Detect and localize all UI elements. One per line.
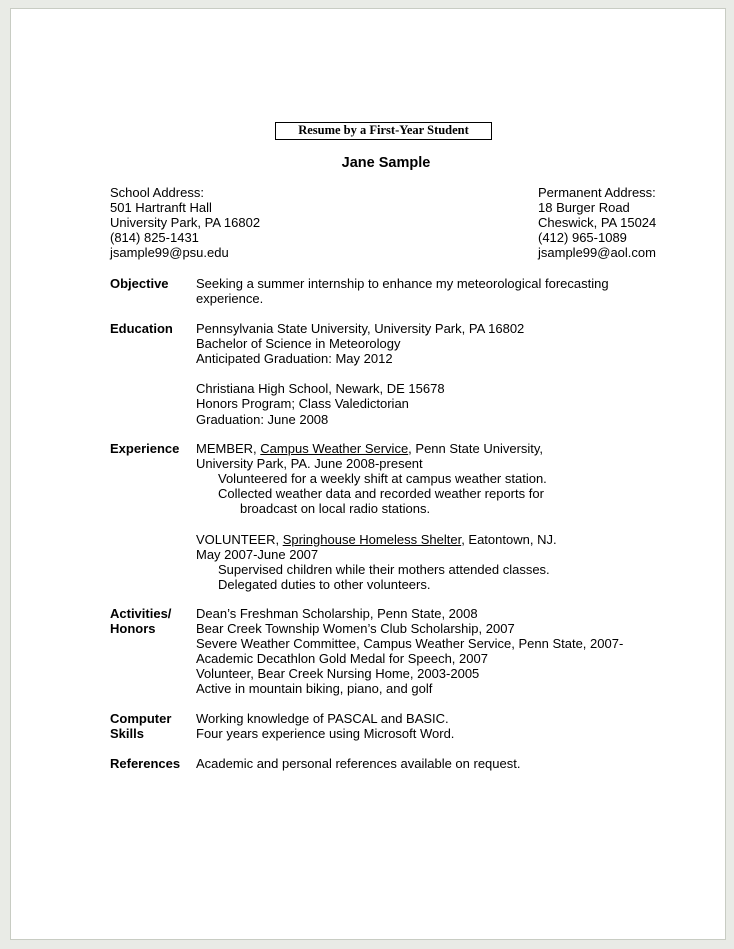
education-line: Pennsylvania State University, University Park, PA 16802 xyxy=(196,321,525,336)
job2-duty: Delegated duties to other volunteers. xyxy=(218,576,431,592)
spacer xyxy=(196,516,696,531)
references-heading: References xyxy=(110,756,181,771)
candidate-name: Jane Sample xyxy=(341,155,431,171)
permanent-phone: (412) 965-1089 xyxy=(538,230,627,246)
job2-org: Springhouse Homeless Shelter xyxy=(282,531,462,547)
permanent-address-line2: Cheswick, PA 15024 xyxy=(538,215,657,231)
skill-item: Working knowledge of PASCAL and BASIC. xyxy=(196,711,449,726)
permanent-email: jsample99@aol.com xyxy=(538,245,656,261)
activity-item: Active in mountain biking, piano, and golf xyxy=(196,681,433,697)
job1-duty: Collected weather data and recorded weather reports for xyxy=(218,486,544,502)
experience-body xyxy=(196,441,696,592)
activities-heading-line1: Activities/ xyxy=(110,606,172,621)
school-phone: (814) 825-1431 xyxy=(110,230,199,246)
computer-skills-heading-line2: Skills xyxy=(110,726,144,742)
job1-duty: Volunteered for a weekly shift at campus weather station. xyxy=(218,471,547,487)
references-text: Academic and personal references available on request. xyxy=(196,756,521,771)
objective-body xyxy=(196,276,696,306)
activity-item: Volunteer, Bear Creek Nursing Home, 2003-2005 xyxy=(196,666,480,682)
job2-title-line xyxy=(196,532,696,547)
skill-item: Four years experience using Microsoft Word. xyxy=(196,726,455,742)
permanent-address xyxy=(538,185,656,260)
education-heading: Education xyxy=(110,321,173,336)
computer-skills-body xyxy=(196,711,696,741)
resume-document xyxy=(11,9,727,941)
education-line: Graduation: June 2008 xyxy=(196,411,329,427)
job1-duty: broadcast on local radio stations. xyxy=(240,501,431,517)
job1-org: Campus Weather Service xyxy=(260,441,409,456)
objective-line: experience. xyxy=(196,291,264,307)
computer-skills-heading xyxy=(110,711,196,741)
job1-location-line: University Park, PA. June 2008-present xyxy=(196,456,423,472)
activity-item: Academic Decathlon Gold Medal for Speech, 2007 xyxy=(196,651,488,667)
activities-body xyxy=(196,606,696,697)
activities-heading xyxy=(110,606,196,636)
permanent-address-line1: 18 Burger Road xyxy=(538,200,630,216)
permanent-address-label: Permanent Address: xyxy=(538,185,656,200)
education-line: Bachelor of Science in Meteorology xyxy=(196,336,401,352)
education-line: Anticipated Graduation: May 2012 xyxy=(196,351,393,367)
references-body xyxy=(196,756,696,771)
job1-rest: , Penn State University, xyxy=(408,441,544,456)
school-address-line2: University Park, PA 16802 xyxy=(110,215,261,231)
education-body xyxy=(196,321,696,427)
job2-duty: Supervised children while their mothers attended classes. xyxy=(218,561,550,577)
objective-heading: Objective xyxy=(110,276,169,291)
education-line: Christiana High School, Newark, DE 15678 xyxy=(196,381,445,397)
job1-title-line xyxy=(196,441,696,456)
activity-item: Severe Weather Committee, Campus Weather Service, Penn State, 2007- xyxy=(196,636,624,652)
computer-skills-heading-line1: Computer xyxy=(110,711,172,726)
job2-date-line: May 2007-June 2007 xyxy=(196,546,319,562)
education-line: Honors Program; Class Valedictorian xyxy=(196,396,409,412)
objective-line: Seeking a summer internship to enhance my meteorological forecasting xyxy=(196,276,609,291)
school-address-line1: 501 Hartranft Hall xyxy=(110,200,212,216)
job2-role: VOLUNTEER, xyxy=(196,531,283,547)
school-email: jsample99@psu.edu xyxy=(110,245,229,261)
document-page xyxy=(10,8,726,940)
job1-role: MEMBER, xyxy=(196,441,261,456)
school-address-label: School Address: xyxy=(110,185,204,200)
activities-heading-line2: Honors xyxy=(110,621,156,637)
resume-title-box: Resume by a First-Year Student xyxy=(275,122,492,140)
job2-rest: , Eatontown, NJ. xyxy=(461,531,557,547)
school-address xyxy=(110,185,260,260)
experience-heading: Experience xyxy=(110,441,180,456)
activity-item: Dean’s Freshman Scholarship, Penn State, 2008 xyxy=(196,606,478,621)
spacer xyxy=(196,366,696,381)
activity-item: Bear Creek Township Women’s Club Scholarship, 2007 xyxy=(196,621,515,637)
